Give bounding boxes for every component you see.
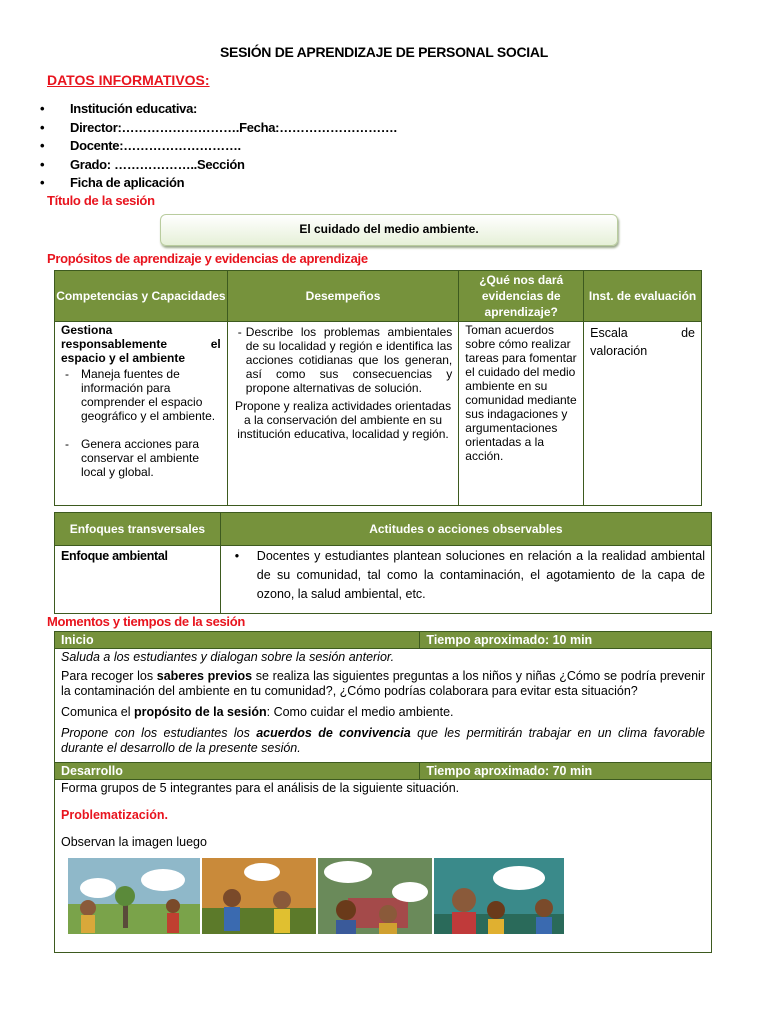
- header-competencias: Competencias y Capacidades: [55, 271, 228, 322]
- propositos-heading: Propósitos de aprendizaje y evidencias de aprendizaje: [47, 251, 368, 266]
- competencia-title: Gestiona responsablemente el espacio y el ambiente: [61, 323, 221, 365]
- capacidad-item: - Maneja fuentes de información para comprender el espacio geográfico y el ambiente.: [61, 367, 221, 423]
- evidencias-cell: Toman acuerdos sobre cómo realizar tareas para fomentar el cuidado del medio ambiente en su comunidad mediante sus indagaciones y argumentaciones orientadas a la acción.: [459, 322, 584, 506]
- session-topic-box: El cuidado del medio ambiente.: [160, 214, 618, 246]
- enfoque-cell: Enfoque ambiental: [55, 546, 221, 614]
- datos-item: • Ficha de aplicación: [40, 174, 397, 193]
- comic-panel: [318, 858, 432, 934]
- document-title: SESIÓN DE APRENDIZAJE DE PERSONAL SOCIAL: [220, 44, 548, 60]
- desempeno-item: Propone y realiza actividades orientadas a la conservación del ambiente en su institución educativa, localidad y región.: [234, 399, 452, 441]
- desarrollo-content: [55, 780, 712, 953]
- desarrollo-tiempo: Tiempo aproximado: 70 min: [420, 763, 712, 780]
- comic-panel: [434, 858, 564, 934]
- datos-item: • Grado: ………………..Sección: [40, 156, 397, 175]
- momentos-table: [54, 631, 712, 953]
- header-instrumento: Inst. de evaluación: [584, 271, 702, 322]
- comic-strip-image: [68, 858, 705, 934]
- actitud-item: • Docentes y estudiantes plantean soluciones en relación a la realidad ambiental de su comunidad, tal como la contaminación, el agotamiento de la capa de ozono, la salud ambiental, etc.: [227, 547, 705, 604]
- datos-heading: DATOS INFORMATIVOS:: [47, 72, 210, 88]
- desempeno-item: - Describe los problemas ambientales de su localidad y región e identifica las acciones cotidianas que los generan, así como sus consecuencias y propone alternativas de solución.: [234, 325, 452, 395]
- header-actitudes: Actitudes o acciones observables: [220, 513, 711, 546]
- inicio-paragraph: Para recoger los saberes previos se realiza las siguientes preguntas a los niños y niñas ¿Cómo se podría prevenir la contaminación del ambiente en tu comunidad?, ¿Cómo podrías colaborara para evitar esta situación?: [61, 669, 705, 698]
- datos-item: • Docente:……………………….: [40, 137, 397, 156]
- capacidad-item: - Genera acciones para conservar el ambiente local y global.: [61, 437, 221, 479]
- inicio-label: Inicio: [55, 632, 420, 649]
- titulo-sesion-label: Título de la sesión: [47, 193, 155, 208]
- inicio-paragraph: Propone con los estudiantes los acuerdos de convivencia que les permitirán trabajar en un clima favorable durante el desarrollo de la presente sesión.: [61, 726, 705, 755]
- problematizacion-heading: Problematización.: [61, 808, 168, 822]
- datos-item: • Institución educativa:: [40, 100, 397, 119]
- desarrollo-paragraph: Forma grupos de 5 integrantes para el análisis de la siguiente situación.: [61, 781, 460, 795]
- header-enfoques: Enfoques transversales: [55, 513, 221, 546]
- actitud-cell: [220, 546, 711, 614]
- desarrollo-paragraph: Observan la imagen luego: [61, 835, 207, 849]
- comic-panel: [68, 858, 200, 934]
- enfoques-table: [54, 512, 712, 614]
- instrumento-cell: Escala de valoración: [584, 322, 702, 506]
- inicio-paragraph: Saluda a los estudiantes y dialogan sobre la sesión anterior.: [61, 650, 395, 664]
- inicio-paragraph: Comunica el propósito de la sesión: Como cuidar el medio ambiente.: [61, 705, 454, 719]
- inicio-content: [55, 649, 712, 763]
- inicio-tiempo: Tiempo aproximado: 10 min: [420, 632, 712, 649]
- datos-list: [40, 100, 397, 193]
- momentos-heading: Momentos y tiempos de la sesión: [47, 614, 246, 629]
- datos-item: • Director:……………………….Fecha:……………………….: [40, 119, 397, 138]
- header-evidencias: ¿Qué nos dará evidencias de aprendizaje?: [459, 271, 584, 322]
- competencias-cell: [55, 322, 228, 506]
- desarrollo-label: Desarrollo: [55, 763, 420, 780]
- desempenos-cell: [227, 322, 458, 506]
- propositos-table: [54, 270, 702, 506]
- header-desempenos: Desempeños: [227, 271, 458, 322]
- comic-panel: [202, 858, 316, 934]
